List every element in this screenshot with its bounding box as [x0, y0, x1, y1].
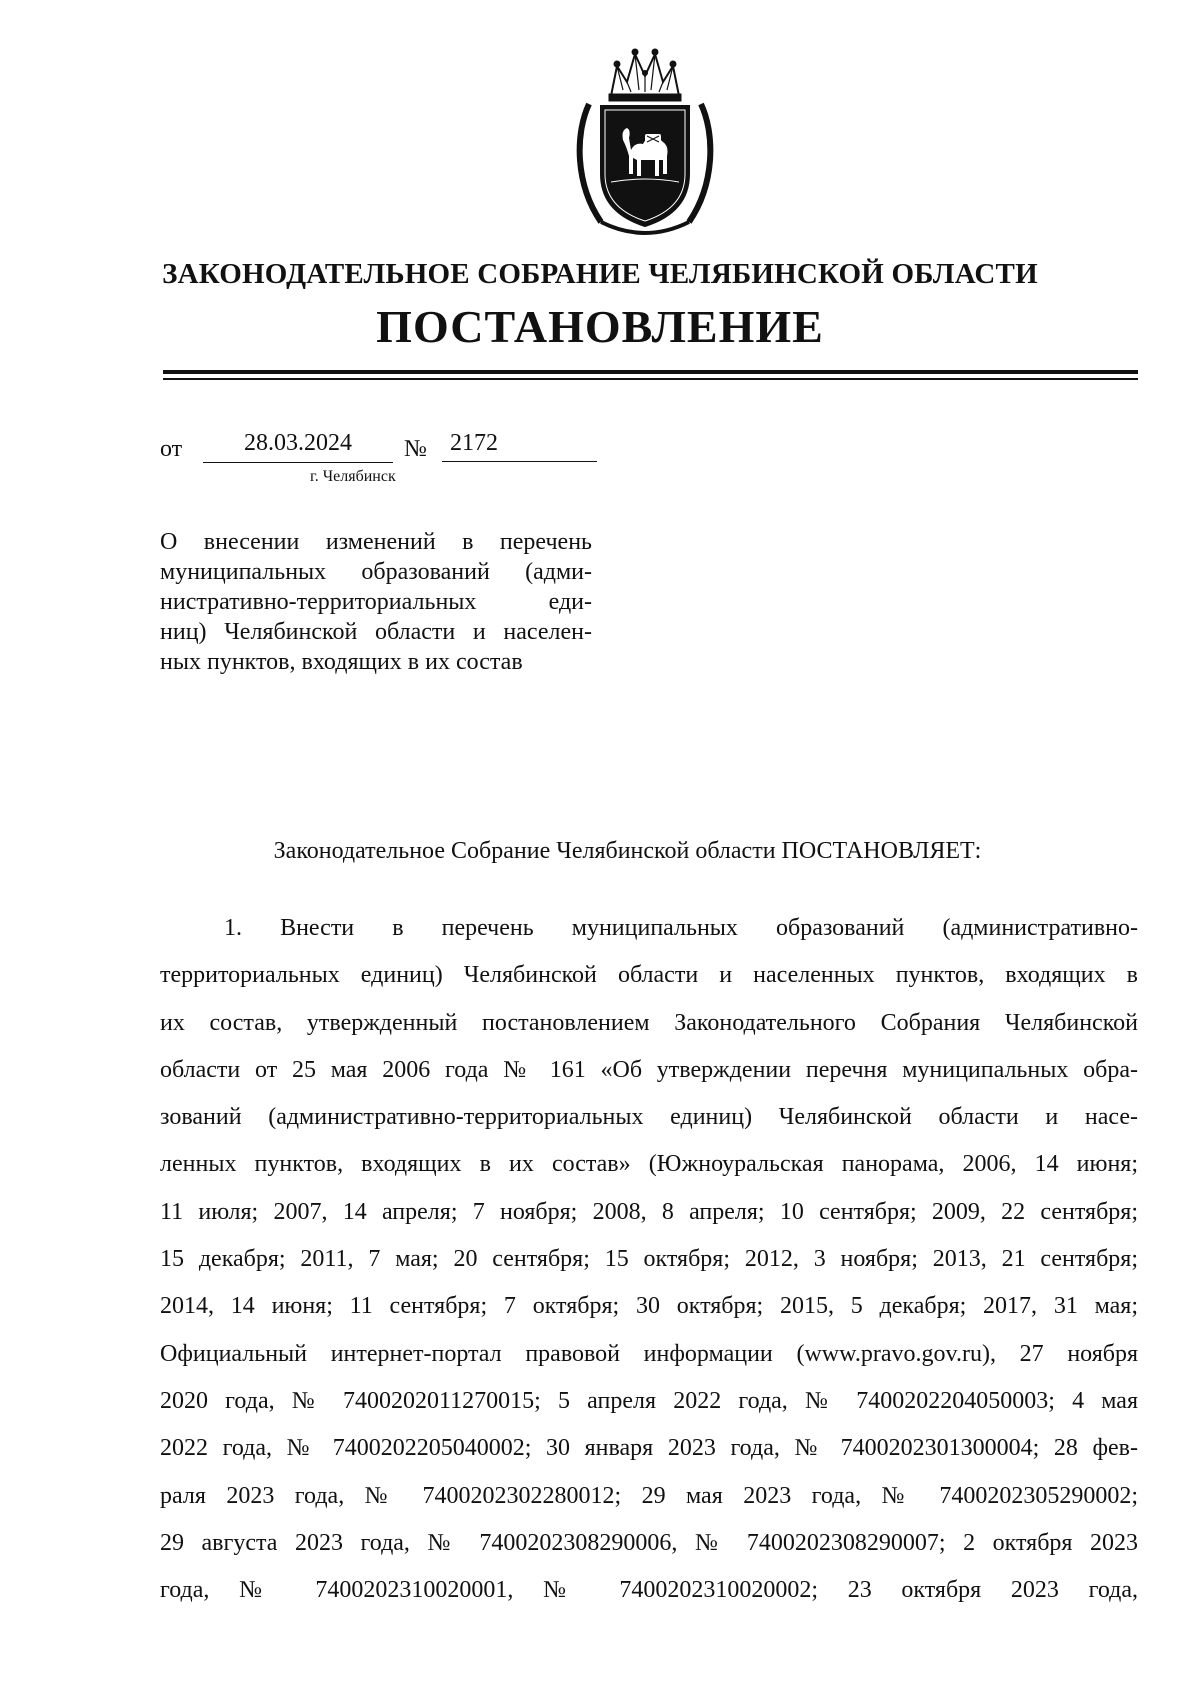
- number-label: №: [404, 436, 427, 462]
- body-line: 1. Внести в перечень муниципальных образований (административно-: [224, 915, 1138, 941]
- body-line: 2022 года, № 7400202205040002; 30 января 2023 года, № 7400202301300004; 28 фев-: [160, 1435, 1138, 1462]
- date-label: от: [160, 436, 183, 462]
- coat-of-arms-icon: [571, 44, 719, 240]
- document-city: г. Челябинск: [310, 468, 396, 485]
- document-type-title: ПОСТАНОВЛЕНИЕ: [376, 301, 824, 352]
- subject-line: О внесении изменений в перечень: [160, 529, 592, 555]
- document-subject: [160, 527, 592, 677]
- body-line: раля 2023 года, № 7400202302280012; 29 мая 2023 года, № 7400202305290002;: [160, 1482, 1138, 1509]
- body-line: 29 августа 2023 года, № 7400202308290006, № 7400202308290007; 2 октября 2023: [160, 1529, 1138, 1556]
- body-line: 2020 года, № 7400202011270015; 5 апреля 2022 года, № 7400202204050003; 4 мая: [160, 1387, 1138, 1414]
- subject-line: нистративно-территориальных еди-: [160, 589, 592, 615]
- body-line: 11 июля; 2007, 14 апреля; 7 ноября; 2008, 8 апреля; 10 сентября; 2009, 22 сентября;: [160, 1198, 1138, 1225]
- preamble: Законодательное Собрание Челябинской области ПОСТАНОВЛЯЕТ:: [273, 838, 982, 864]
- body-line: зований (административно-территориальных единиц) Челябинской области и насе-: [160, 1104, 1138, 1131]
- document-number: 2172: [442, 428, 597, 462]
- body-line: года, № 7400202310020001, № 7400202310020002; 23 октября 2023 года,: [160, 1577, 1138, 1604]
- header-divider-thin: [163, 378, 1138, 380]
- body-line: их состав, утвержденный постановлением Законодательного Собрания Челябинской: [160, 1009, 1138, 1036]
- organization-title: ЗАКОНОДАТЕЛЬНОЕ СОБРАНИЕ ЧЕЛЯБИНСКОЙ ОБЛАСТИ: [162, 258, 1038, 290]
- body-line: 2014, 14 июня; 11 сентября; 7 октября; 30 октября; 2015, 5 декабря; 2017, 31 мая;: [160, 1293, 1138, 1320]
- body-line: Официальный интернет-портал правовой информации (www.pravo.gov.ru), 27 ноября: [160, 1340, 1138, 1367]
- document-date: 28.03.2024: [203, 428, 393, 463]
- body-line: области от 25 мая 2006 года № 161 «Об утверждении перечня муниципальных обра-: [160, 1056, 1138, 1083]
- subject-line: ниц) Челябинской области и населен-: [160, 619, 592, 645]
- body-line: 15 декабря; 2011, 7 мая; 20 сентября; 15 октября; 2012, 3 ноября; 2013, 21 сентября;: [160, 1246, 1138, 1273]
- document-body: [160, 905, 1138, 1614]
- body-line: территориальных единиц) Челябинской области и населенных пунктов, входящих в: [160, 962, 1138, 989]
- header-divider-thick: [163, 370, 1138, 374]
- body-line: ленных пунктов, входящих в их состав» (Южноуральская панорама, 2006, 14 июня;: [160, 1151, 1138, 1178]
- subject-line: муниципальных образований (адми-: [160, 559, 592, 585]
- subject-line: ных пунктов, входящих в их состав: [160, 649, 523, 675]
